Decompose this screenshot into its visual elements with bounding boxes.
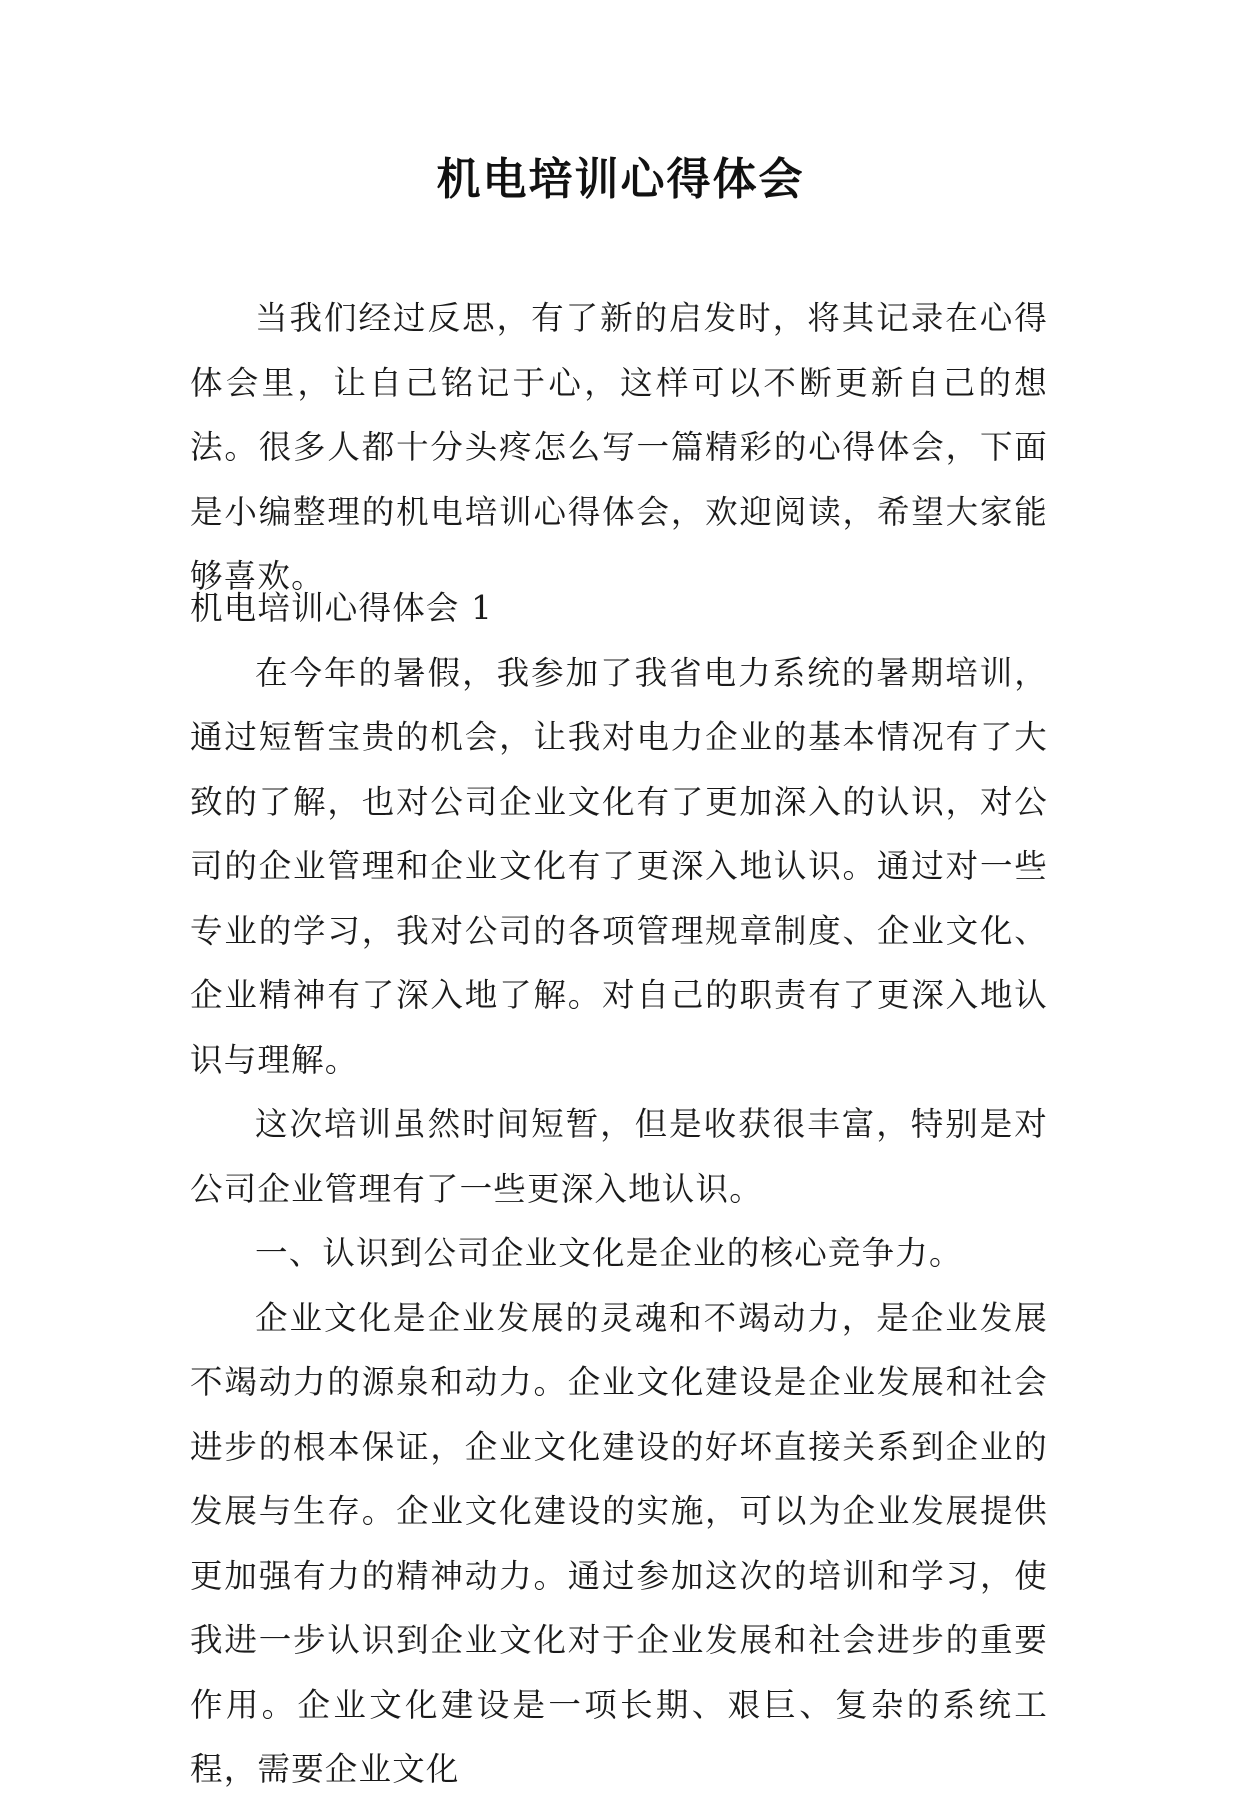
- body-paragraph: 这次培训虽然时间短暂，但是收获很丰富，特别是对公司企业管理有了一些更深入地认识。: [190, 1105, 1048, 1208]
- body-paragraph: 企业文化是企业发展的灵魂和不竭动力，是企业发展不竭动力的源泉和动力。企业文化建设是企业发展和社会进步的根本保证，企业文化建设的好坏直接关系到企业的发展与生存。企业文化建设的实施，可以为企业发展提供更加强有力的精神动力。通过参加这次的培训和学习，使我进一步认识到企业文化对于企业发展和社会进步的重要作用。企业文化建设是一项长期、艰巨、复杂的系统工程，需要企业文化: [190, 1298, 1048, 1788]
- body-paragraph: 在今年的暑假，我参加了我省电力系统的暑期培训，通过短暂宝贵的机会，让我对电力企业的基本情况有了大致的了解，也对公司企业文化有了更加深入的认识，对公司的企业管理和企业文化有了更深入地认识。通过对一些专业的学习，我对公司的各项管理规章制度、企业文化、企业精神有了深入地了解。对自己的职责有了更深入地认识与理解。: [190, 653, 1048, 1079]
- subheading-paragraph: 一、认识到公司企业文化是企业的核心竞争力。: [255, 1234, 963, 1272]
- intro-paragraph: 当我们经过反思，有了新的启发时，将其记录在心得体会里，让自己铭记于心，这样可以不断更新自己的想法。很多人都十分头疼怎么写一篇精彩的心得体会，下面是小编整理的机电培训心得体会，欢迎阅读，希望大家能够喜欢。: [190, 299, 1048, 595]
- section-block: [190, 576, 1048, 1802]
- section-heading: 机电培训心得体会 1: [190, 589, 494, 627]
- document-title: 机电培训心得体会: [436, 154, 805, 205]
- intro-text-block: [190, 286, 1048, 609]
